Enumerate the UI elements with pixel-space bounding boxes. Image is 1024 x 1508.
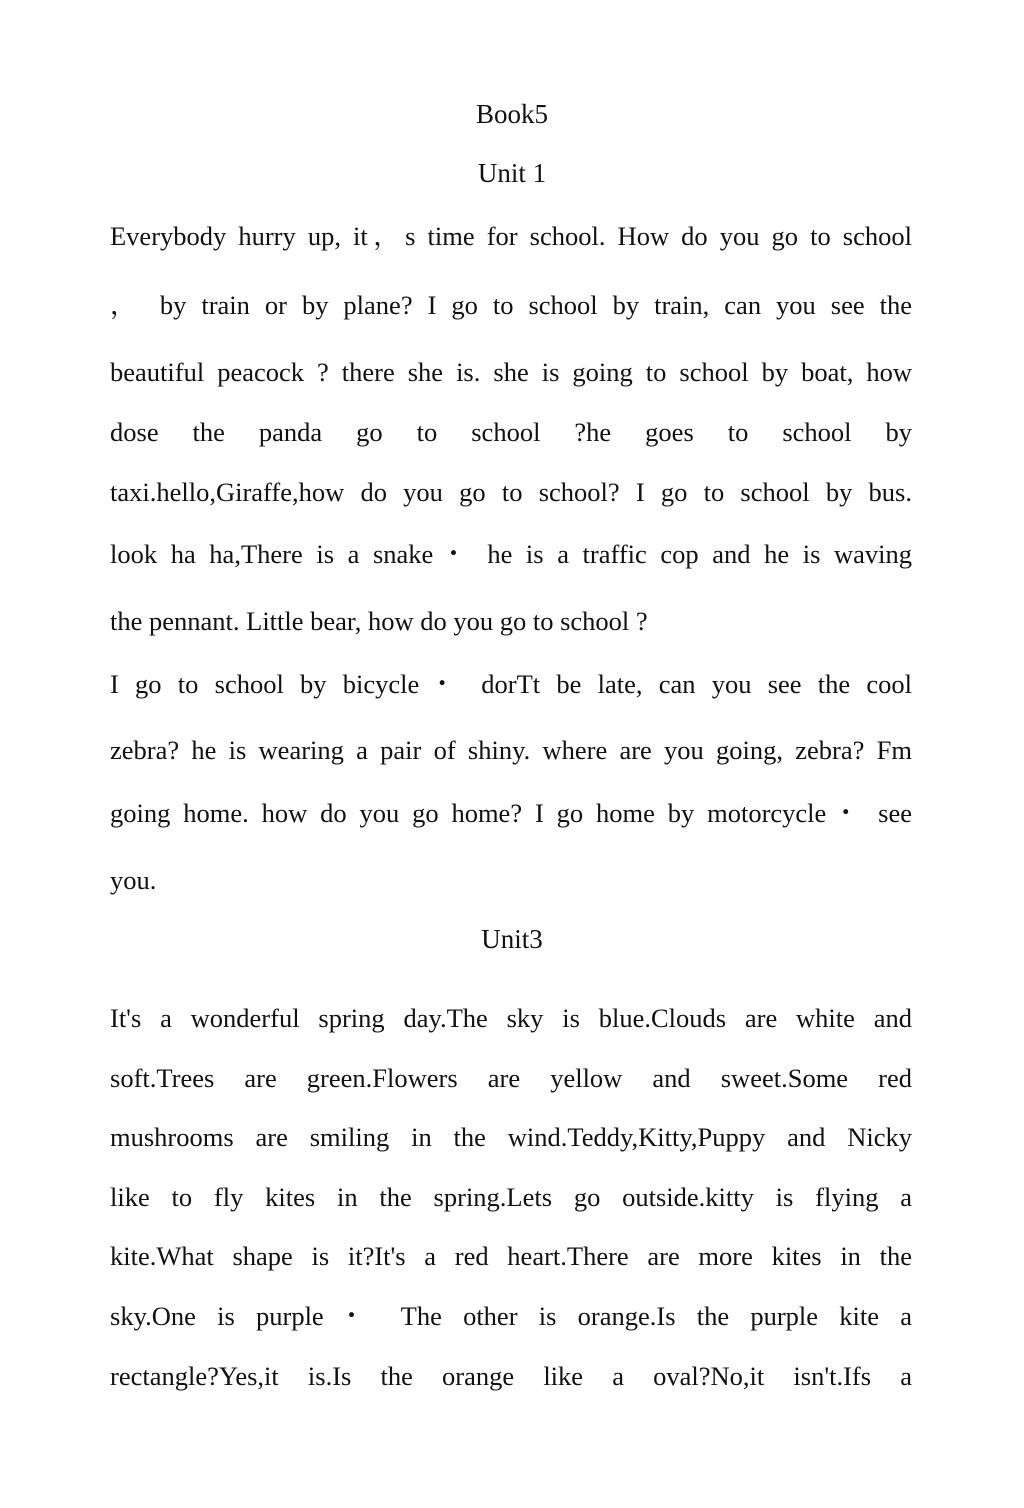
unit-1-title: Unit 1	[477, 158, 547, 188]
paragraph-line: It's a wonderful spring day.The sky is blue.Clouds are white and	[110, 1003, 912, 1033]
paragraph-line: taxi.hello,Giraffe,how do you go to school? I go to school by bus.	[110, 477, 912, 507]
book-title: Book5	[475, 99, 548, 129]
paragraph-line: soft.Trees are green.Flowers are yellow and sweet.Some red	[110, 1063, 912, 1093]
paragraph-line: like to fly kites in the spring.Lets go outside.kitty is flying a	[110, 1182, 912, 1212]
unit-3-title: Unit3	[481, 924, 543, 954]
paragraph-line: ， by train or by plane? I go to school by train, can you see the	[110, 290, 912, 320]
paragraph-line: look ha ha,There is a snake・ he is a traffic cop and he is waving	[110, 539, 912, 569]
paragraph-line: beautiful peacock ? there she is. she is going to school by boat, how	[110, 357, 912, 387]
paragraph-line: sky.One is purple・ The other is orange.Is the purple kite a	[110, 1301, 912, 1331]
paragraph-line: the pennant. Little bear, how do you go to school ?	[110, 606, 648, 636]
paragraph-line: kite.What shape is it?It's a red heart.There are more kites in the	[110, 1241, 912, 1271]
paragraph-line: Everybody hurry up, it，s time for school. How do you go to school	[110, 221, 912, 251]
paragraph-line: going home. how do you go home? I go home by motorcycle・ see	[110, 798, 912, 828]
paragraph-line: mushrooms are smiling in the wind.Teddy,Kitty,Puppy and Nicky	[110, 1122, 912, 1152]
paragraph-line: I go to school by bicycle・ dorTt be late, can you see the cool	[110, 669, 912, 699]
paragraph-line: rectangle?Yes,it is.Is the orange like a oval?No,it isn't.Ifs a	[110, 1361, 912, 1391]
paragraph-line: you.	[110, 865, 157, 895]
paragraph-line: dose the panda go to school ?he goes to school by	[110, 417, 912, 447]
paragraph-line: zebra? he is wearing a pair of shiny. where are you going, zebra? Fm	[110, 735, 912, 765]
